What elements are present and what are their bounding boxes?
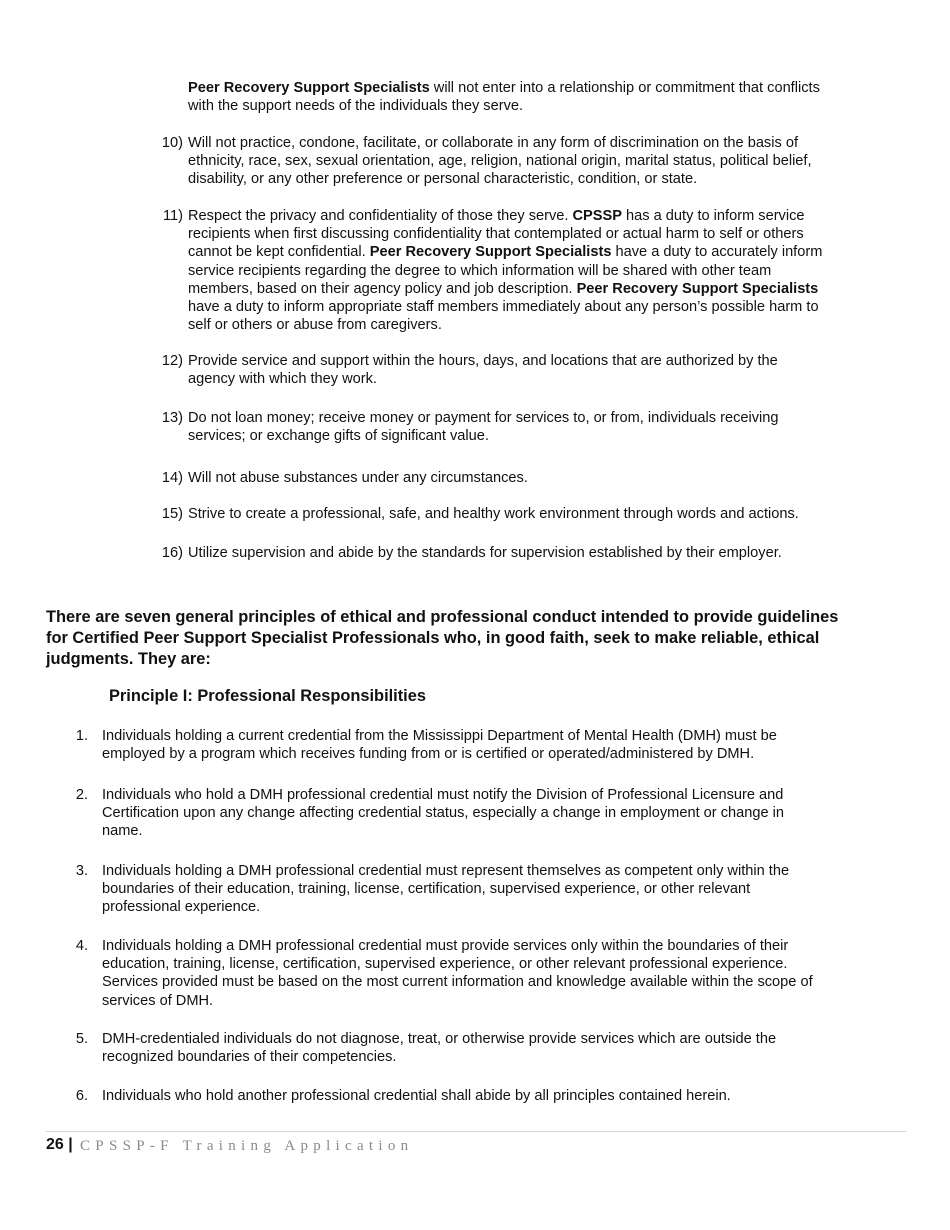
item-number: 11) xyxy=(162,208,183,224)
list-item: Individuals who hold another professional credential shall abide by all principles contained herein. xyxy=(102,1088,731,1104)
list-item: Individuals holding a current credential from the Mississippi Department of Mental Health (DMH) must be employed by a program which receives funding from or is certified or operated/administered by DMH. xyxy=(102,728,777,763)
list-item: DMH-credentialed individuals do not diagnose, treat, or otherwise provide services which are outside the recognized boundaries of their competencies. xyxy=(102,1031,777,1066)
list-item: Will not practice, condone, facilitate, or collaborate in any form of discrimination on the basis of ethnicity, race, sex, sexual orientation, age, religion, national origin, marital status, political belief, disability, or any other preference or personal characteristic, condition, or state. xyxy=(188,135,812,188)
list-item: Utilize supervision and abide by the standards for supervision established by their employer. xyxy=(188,545,782,561)
continuation-paragraph: Peer Recovery Support Specialists will not enter into a relationship or commitment that conflicts with the support needs of the individuals they serve. xyxy=(188,80,820,115)
item-number: 14) xyxy=(161,470,183,486)
item-number: 12) xyxy=(161,353,183,369)
item-number: 6. xyxy=(75,1088,88,1104)
principles-intro: There are seven general principles of ethical and professional conduct intended to provide guidelines for Certified Peer Support Specialist Professionals who, in good faith, seek to make reliable, ethical judgments. They are: xyxy=(46,608,839,668)
item-number: 4. xyxy=(75,938,88,954)
footer-title: CPSSP-F Training Application xyxy=(80,1138,414,1154)
list-item: Respect the privacy and confidentiality of those they serve. CPSSP has a duty to inform service recipients when first discussing confidentiality that contemplated or actual harm to self or others cannot be kept confidential. Peer Recovery Support Specialists have a duty to accurately inform service recipients regarding the degree to which information will be shared with other team members, based on their agency policy and job description. Peer Recovery Support Specialists have a duty to inform appropriate staff members immediately about any person’s possible harm to self or others or abuse from caregivers. xyxy=(188,208,823,334)
item-number: 15) xyxy=(161,506,183,522)
item-number: 3. xyxy=(75,863,88,879)
item-number: 5. xyxy=(75,1031,88,1047)
list-item: Individuals who hold a DMH professional credential must notify the Division of Professional Licensure and Certification upon any change affecting credential status, especially a change in employment or change in name. xyxy=(102,787,785,840)
list-item: Individuals holding a DMH professional credential must provide services only within the boundaries of their education, training, license, certification, supervised experience, or other relevant professional experience. Services provided must be based on the most current information and knowledge available within the scope of services of DMH. xyxy=(102,938,813,1009)
item-number: 10) xyxy=(161,135,183,151)
list-item: Provide service and support within the hours, days, and locations that are authorized by the agency with which they work. xyxy=(188,353,778,388)
list-item: Do not loan money; receive money or payment for services to, or from, individuals receiving services; or exchange gifts of significant value. xyxy=(188,410,779,445)
list-item: Will not abuse substances under any circumstances. xyxy=(188,470,528,486)
list-item: Individuals holding a DMH professional credential must represent themselves as competent only within the boundaries of their education, training, license, certification, supervised experience, or other relevant professional experience. xyxy=(102,863,790,916)
list-item: Strive to create a professional, safe, and healthy work environment through words and actions. xyxy=(188,506,799,522)
page-number: 26 | xyxy=(46,1136,73,1153)
item-number: 2. xyxy=(75,787,88,803)
item-number: 13) xyxy=(161,410,183,426)
principle-heading: Principle I: Professional Responsibilities xyxy=(109,687,426,705)
item-number: 16) xyxy=(161,545,183,561)
item-number: 1. xyxy=(75,728,88,744)
footer-divider xyxy=(46,1131,906,1132)
